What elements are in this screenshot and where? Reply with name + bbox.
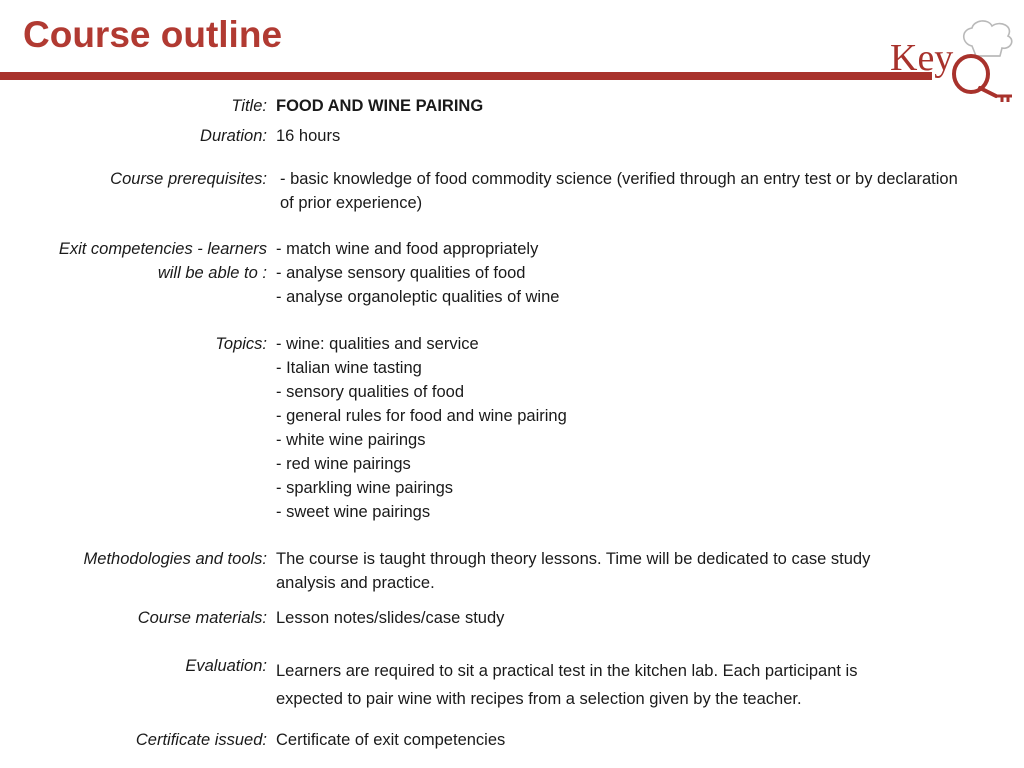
- header-rule: [0, 72, 932, 80]
- competencies-label-line1: Exit competencies - learners: [58, 240, 267, 258]
- topics-label: Topics:: [215, 335, 267, 353]
- list-item: - match wine and food appropriately: [276, 240, 539, 258]
- methodologies-label: Methodologies and tools:: [83, 550, 267, 568]
- topics-list: [276, 332, 966, 524]
- duration-label: Duration:: [200, 127, 267, 145]
- title-label: Title:: [231, 97, 267, 115]
- evaluation-label: Evaluation:: [185, 657, 267, 675]
- competencies-list: [276, 237, 966, 309]
- certificate-value: Certificate of exit competencies: [276, 731, 506, 749]
- list-item: - analyse organoleptic qualities of wine: [276, 288, 560, 306]
- methodologies-line2: analysis and practice.: [276, 574, 435, 592]
- list-item: - red wine pairings: [276, 455, 411, 473]
- materials-value: Lesson notes/slides/case study: [276, 609, 505, 627]
- list-item: - Italian wine tasting: [276, 359, 422, 377]
- competencies-label-line2: will be able to :: [157, 264, 267, 282]
- logo-text: Key: [890, 37, 954, 79]
- chef-hat-icon: [964, 21, 1012, 56]
- list-item: - sparkling wine pairings: [276, 479, 453, 497]
- methodologies-line1: The course is taught through theory lessons. Time will be dedicated to case study: [276, 550, 871, 568]
- materials-label: Course materials:: [137, 609, 267, 627]
- prerequisites-label: Course prerequisites:: [110, 170, 267, 188]
- certificate-label: Certificate issued:: [135, 731, 267, 749]
- title-value: FOOD AND WINE PAIRING: [276, 97, 484, 115]
- list-item: - analyse sensory qualities of food: [276, 264, 526, 282]
- list-item: - sensory qualities of food: [276, 383, 465, 401]
- keyq-logo: [884, 18, 1018, 104]
- evaluation-line1: Learners are required to sit a practical test in the kitchen lab. Each participant is: [276, 662, 858, 680]
- page-title: Course outline: [23, 14, 283, 55]
- prerequisites-value: - basic knowledge of food commodity science (verified through an entry test or by declaration of prior experience): [280, 170, 958, 212]
- list-item: - white wine pairings: [276, 431, 426, 449]
- list-item: - general rules for food and wine pairing: [276, 407, 567, 425]
- list-item: - sweet wine pairings: [276, 503, 431, 521]
- list-item: - wine: qualities and service: [276, 335, 479, 353]
- evaluation-line2: expected to pair wine with recipes from a selection given by the teacher.: [276, 690, 802, 708]
- duration-value: 16 hours: [276, 127, 341, 145]
